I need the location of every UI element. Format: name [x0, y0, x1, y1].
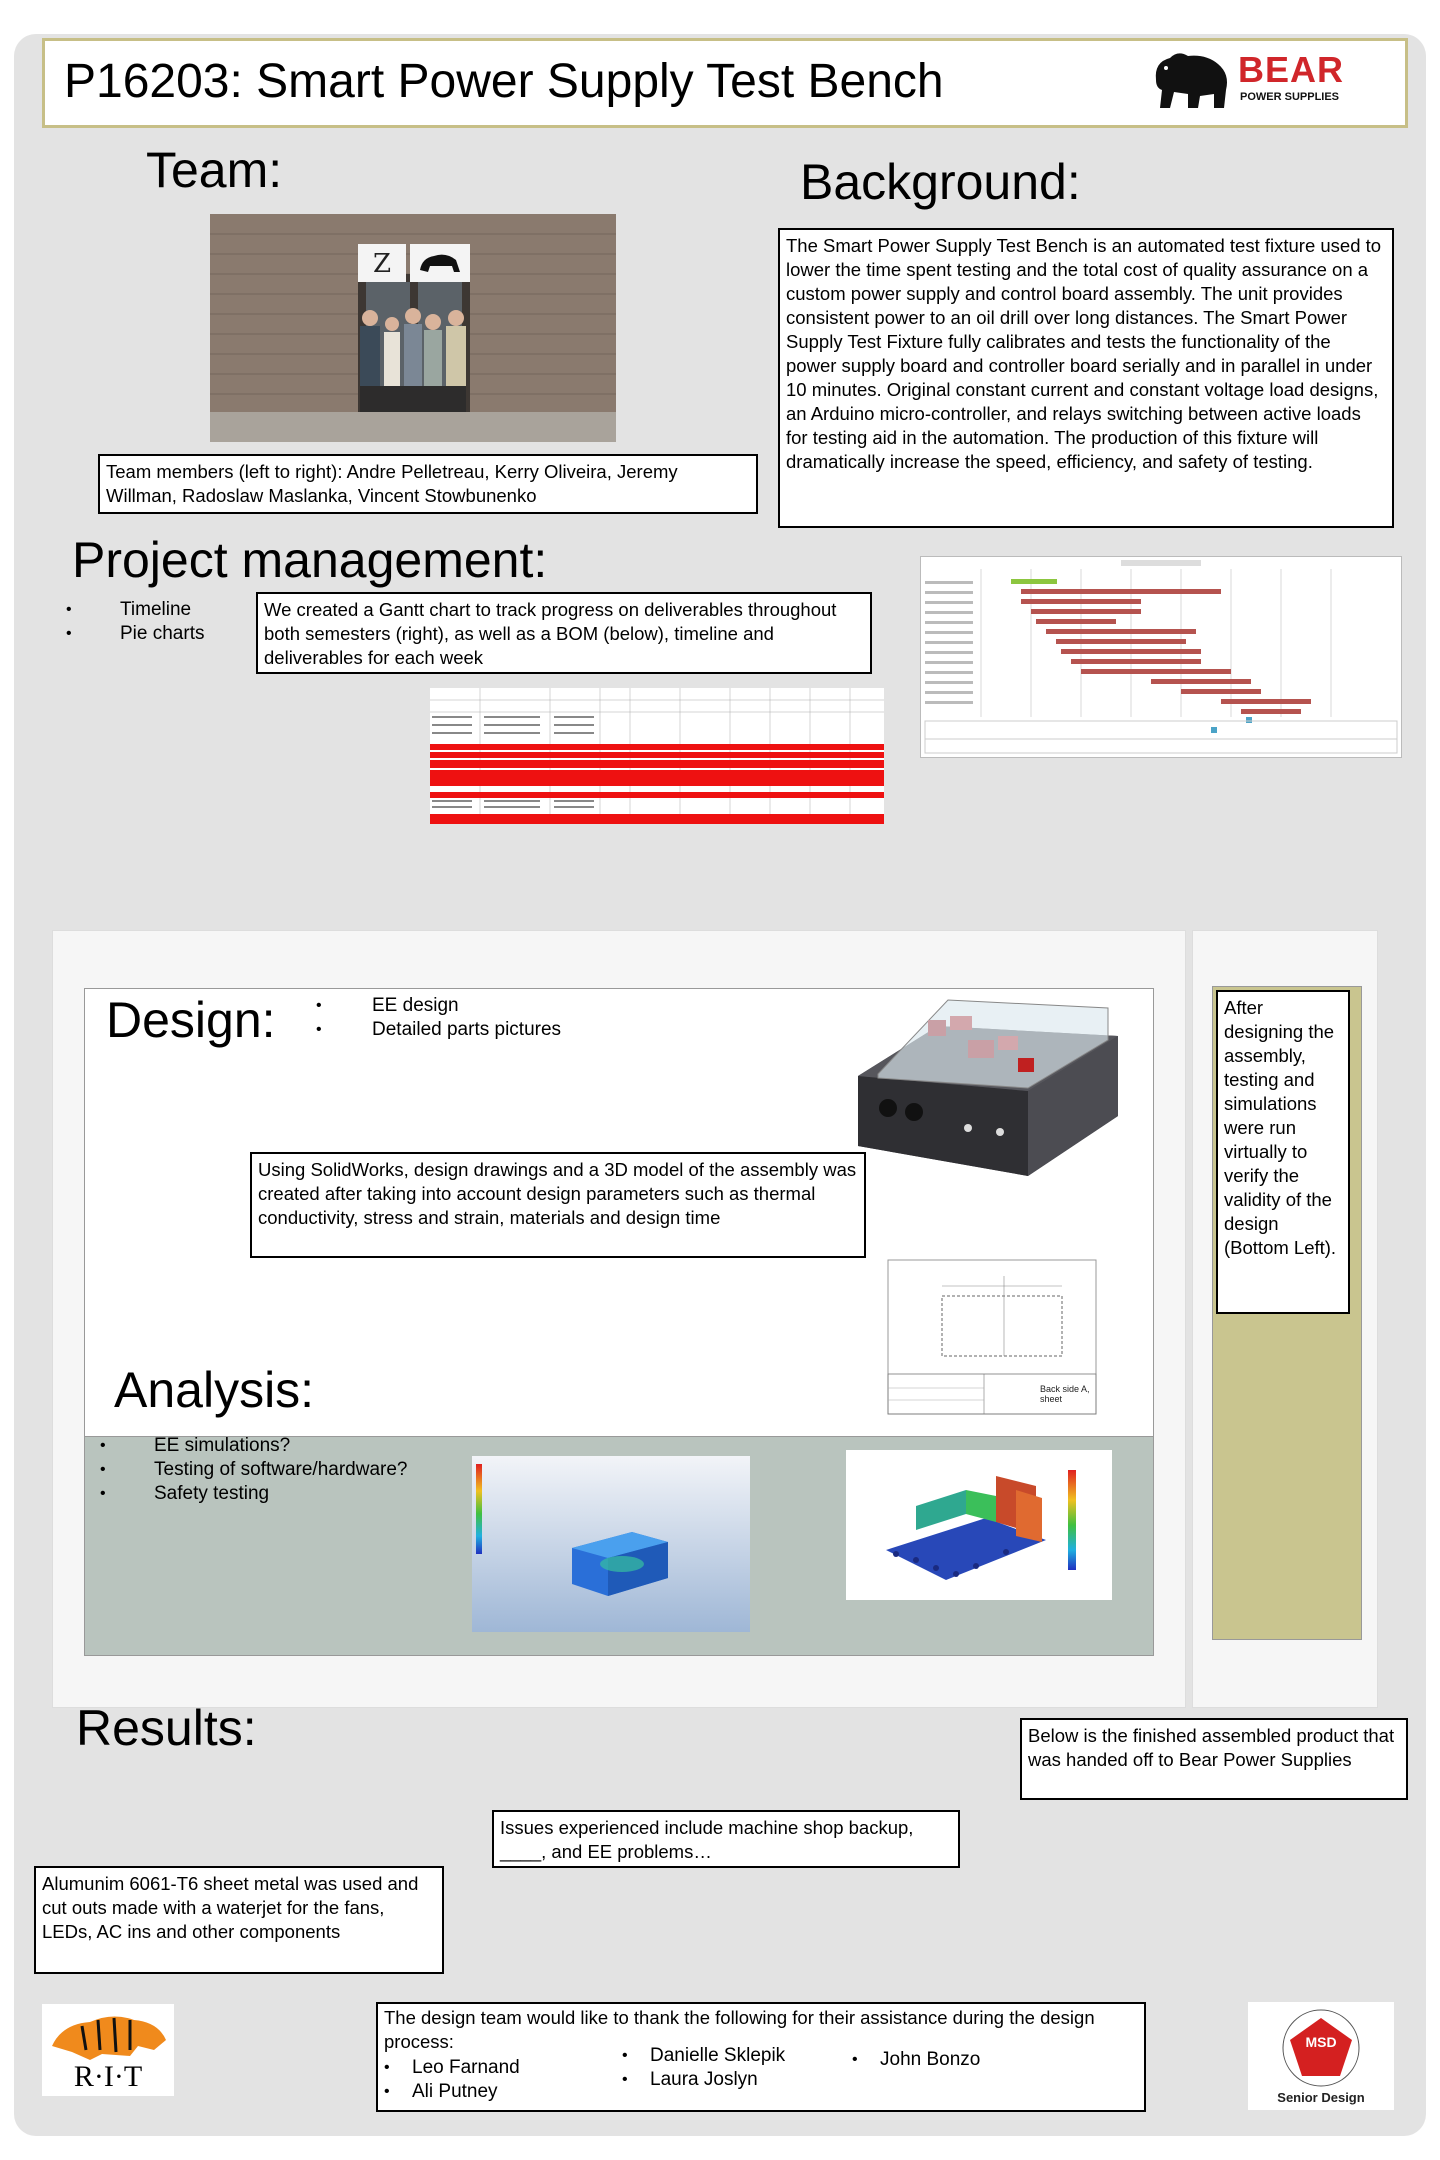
- drawing-label: Back side A, sheet: [1040, 1384, 1090, 1404]
- background-heading: Background:: [800, 154, 1081, 210]
- svg-text:Z: Z: [372, 249, 392, 279]
- thanks-col1: [384, 2056, 520, 2104]
- bullet-item: • EE simulations?: [100, 1435, 291, 1456]
- bear-brand-sub: POWER SUPPLIES: [1240, 91, 1340, 103]
- background-text: The Smart Power Supply Test Bench is an automated test fixture used to lower the time spent testing and the total cost of quality assurance on a custom power supply and control board assembly. The unit provides consistent power to an oil drill over long distances. The Smart Power Supply Test Fixture fully calibrates and tests the functionality of the power supply board and controller board serially and in parallel in under 10 minutes. Original constant current and constant voltage load designs, an Arduino micro-controller, and relays switching between active loads for testing aid in the automation. The production of this fixture will dramatically increase the speed, efficiency, and safety of testing.: [778, 228, 1394, 528]
- msd-logo: [1248, 2002, 1394, 2110]
- results-finished-text: Below is the finished assembled product that was handed off to Bear Power Supplies: [1020, 1718, 1408, 1800]
- thanks-box: [376, 2002, 1146, 2112]
- bullet-item: • Timeline: [66, 599, 192, 620]
- thanks-col2: [622, 2044, 785, 2092]
- bom-table-image: [430, 688, 884, 824]
- team-caption: Team members (left to right): Andre Pelletreau, Kerry Oliveira, Jeremy Willman, Radoslaw Maslanka, Vincent Stowbunenko: [98, 454, 758, 514]
- thanks-name: • Leo Farnand: [384, 2057, 520, 2078]
- bullet-item: • Pie charts: [66, 623, 205, 644]
- rit-logo: [42, 2004, 174, 2096]
- bear-icon: [1148, 50, 1232, 112]
- results-aluminum-text: Alumunim 6061-T6 sheet metal was used and cut outs made with a waterjet for the fans, LEDs, AC ins and other components: [34, 1866, 444, 1974]
- project-management-heading: Project management:: [72, 532, 548, 588]
- thanks-col3: [852, 2048, 980, 2072]
- bullet-item: • EE design: [316, 995, 459, 1016]
- design-bullets: [316, 994, 561, 1042]
- bear-logo: [1148, 48, 1366, 114]
- team-photo: [210, 214, 616, 442]
- thanks-intro: The design team would like to thank the following for their assistance during the design process:: [384, 2007, 1095, 2052]
- engineering-drawing-image: [884, 1256, 1100, 1418]
- project-management-text: We created a Gantt chart to track progress on deliverables throughout both semesters (right), as well as a BOM (below), timeline and deliverables for each week: [256, 592, 872, 674]
- thanks-name: • Danielle Sklepik: [622, 2045, 786, 2066]
- side-note-text: After designing the assembly, testing and simulations were run virtually to verify the validity of the design (Bottom Left).: [1216, 990, 1350, 1314]
- design-text: Using SolidWorks, design drawings and a 3D model of the assembly was created after taking into account design parameters such as thermal conductivity, stress and strain, materials and design time: [250, 1152, 866, 1258]
- results-heading: Results:: [76, 1700, 257, 1756]
- bullet-item: • Safety testing: [100, 1483, 270, 1504]
- msd-logo-sub: Senior Design: [1277, 2090, 1365, 2105]
- project-management-bullets: [66, 598, 204, 646]
- thanks-name: • Laura Joslyn: [622, 2069, 758, 2090]
- gantt-chart-image: [920, 556, 1402, 758]
- msd-logo-text: MSD: [1305, 2034, 1337, 2050]
- team-heading: Team:: [146, 142, 283, 198]
- thanks-name: • John Bonzo: [852, 2049, 981, 2070]
- bullet-item: • Testing of software/hardware?: [100, 1459, 408, 1480]
- design-heading: Design:: [106, 992, 276, 1048]
- simulation-image-left: [472, 1456, 750, 1632]
- poster-title: P16203: Smart Power Supply Test Bench: [64, 55, 944, 108]
- analysis-bullets: [100, 1434, 407, 1506]
- simulation-image-right: [846, 1450, 1112, 1600]
- rit-logo-text: R·I·T: [73, 2060, 143, 2093]
- bullet-item: • Detailed parts pictures: [316, 1019, 562, 1040]
- bear-brand-text: BEAR: [1238, 49, 1345, 90]
- analysis-heading: Analysis:: [114, 1362, 315, 1418]
- results-issues-text: Issues experienced include machine shop backup, ____, and EE problems…: [492, 1810, 960, 1868]
- thanks-name: • Ali Putney: [384, 2081, 498, 2102]
- tiger-icon: [42, 2006, 174, 2062]
- 3d-model-image: [818, 996, 1148, 1180]
